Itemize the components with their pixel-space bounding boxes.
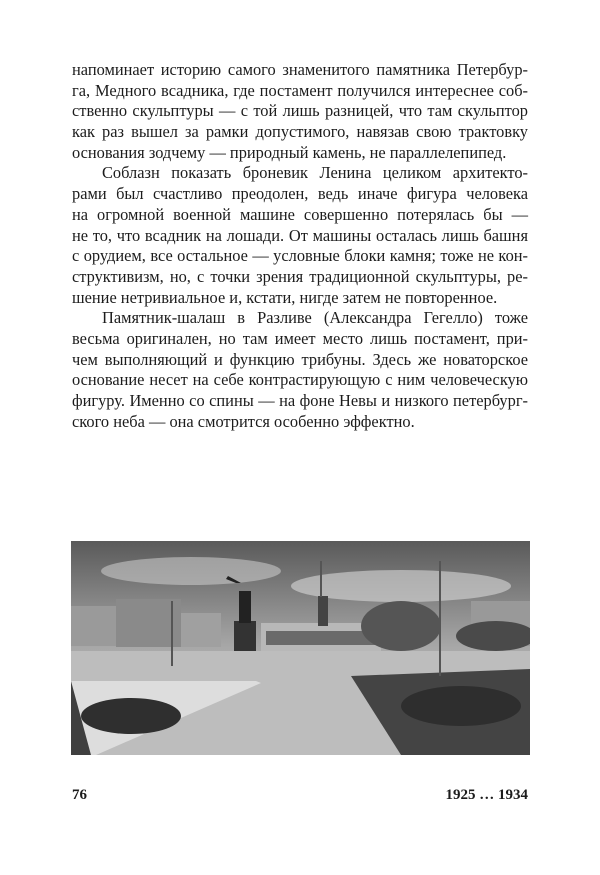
text-line: с орудием, все остальное — условные блоки камня; тоже не кон- — [72, 246, 528, 266]
text-line: ского неба — она смотрится особенно эффектно. — [72, 411, 415, 431]
text-line: рами был счастливо преодолен, ведь иначе фигура человека — [72, 184, 528, 204]
page-number: 76 — [72, 787, 87, 803]
text-line: весьма оригинален, но там имеет место лишь постамент, при- — [72, 328, 528, 348]
text-line: Соблазн показать броневик Ленина целиком архитекто- — [102, 163, 528, 183]
text-line: основания зодчему — природный камень, не параллелепипед. — [72, 142, 507, 162]
body-text — [72, 60, 528, 432]
running-head: 1925 … 1934 — [445, 787, 528, 803]
text-line: не то, что всадник на лошади. От машины осталась лишь башня — [72, 225, 528, 245]
text-line: основание несет на себе контрастирующую с ним человеческую — [72, 370, 528, 390]
text-line: га, Медного всадника, где постамент получился интереснее соб- — [72, 80, 528, 100]
text-line: Памятник-шалаш в Разливе (Александра Гегелло) тоже — [102, 308, 528, 328]
photo-lenin-monument-square — [71, 541, 530, 755]
text-line: шение нетривиальное и, кстати, нигде затем не повторенное. — [72, 287, 498, 307]
text-line: напоминает историю самого знаменитого памятника Петербур- — [72, 60, 528, 79]
text-line: ственно скульптуры — с той лишь разницей, что там скульптор — [72, 101, 528, 121]
photo-illustration — [71, 541, 530, 755]
text-line: структивизм, но, с точки зрения традиционной скульптуры, ре- — [72, 266, 528, 286]
text-line: на огромной военной машине совершенно потерялась бы — — [72, 204, 528, 224]
text-line: фигуру. Именно со спины — на фоне Невы и низкого петербург- — [72, 391, 528, 410]
text-line: как раз вышел за рамки допустимого, навязав свою трактовку — [72, 122, 528, 142]
text-line: чем выполняющий и функцию трибуны. Здесь же новаторское — [72, 349, 528, 369]
